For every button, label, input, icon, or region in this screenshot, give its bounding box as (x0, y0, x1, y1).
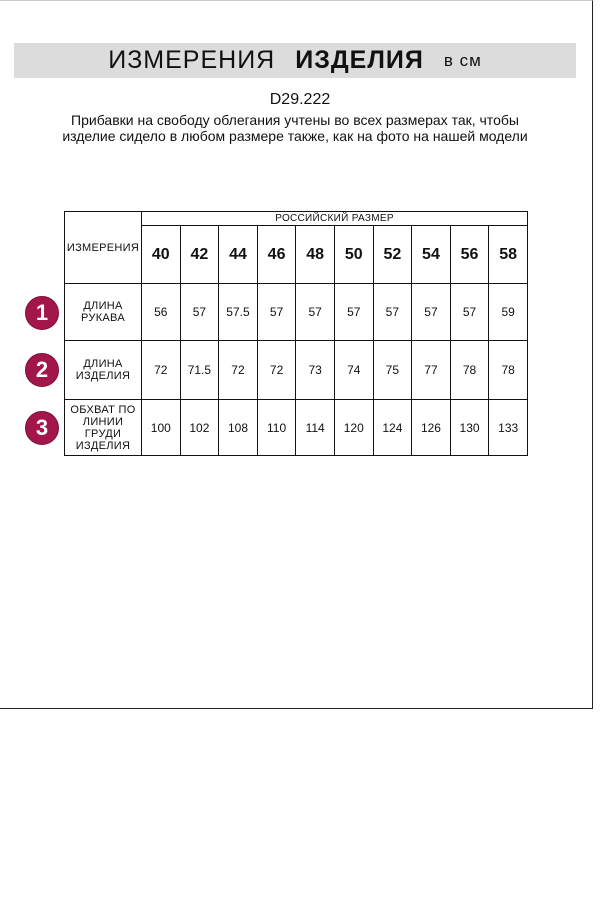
badge-2 (25, 353, 59, 387)
size-cell: 40 (142, 226, 181, 284)
value-cell: 57 (180, 284, 219, 341)
fit-note: Прибавки на свободу облегания учтены во всех размерах так, чтобы изделие сидело в любом размере также, как на фото на нашей модели (62, 112, 528, 144)
badge-3-number: 3 (35, 415, 49, 440)
badge-2-number: 2 (35, 357, 49, 382)
table-row-product-length (65, 341, 528, 400)
value-cell: 133 (489, 400, 528, 456)
title-bar (14, 43, 576, 78)
value-cell: 72 (257, 341, 296, 400)
value-cell: 56 (142, 284, 181, 341)
value-cell: 126 (412, 400, 451, 456)
value-cell: 57 (412, 284, 451, 341)
value-cell: 108 (219, 400, 258, 456)
size-table (64, 211, 528, 456)
value-cell: 110 (257, 400, 296, 456)
value-cell: 78 (450, 341, 489, 400)
article-code: D29.222 (269, 91, 331, 108)
value-cell: 57 (296, 284, 335, 341)
row-label: ДЛИНА РУКАВА (65, 284, 142, 341)
value-cell: 57.5 (219, 284, 258, 341)
table-row-sleeve-length (65, 284, 528, 341)
value-cell: 71.5 (180, 341, 219, 400)
table-row-chest-girth (65, 400, 528, 456)
value-cell: 57 (373, 284, 412, 341)
value-cell: 75 (373, 341, 412, 400)
size-cell: 52 (373, 226, 412, 284)
value-cell: 114 (296, 400, 335, 456)
size-cell: 42 (180, 226, 219, 284)
badge-1 (25, 296, 59, 330)
value-cell: 77 (412, 341, 451, 400)
title-word-product: ИЗДЕЛИЯ (295, 46, 424, 74)
value-cell: 57 (450, 284, 489, 341)
badge-1-number: 1 (35, 300, 49, 325)
size-cell: 58 (489, 226, 528, 284)
value-cell: 72 (142, 341, 181, 400)
value-cell: 72 (219, 341, 258, 400)
title-unit: в см (443, 50, 482, 70)
value-cell: 120 (334, 400, 373, 456)
size-cell: 56 (450, 226, 489, 284)
value-cell: 57 (257, 284, 296, 341)
badge-3 (25, 411, 59, 445)
size-cell: 44 (219, 226, 258, 284)
value-cell: 73 (296, 341, 335, 400)
value-cell: 100 (142, 400, 181, 456)
value-cell: 124 (373, 400, 412, 456)
measurements-header: ИЗМЕРЕНИЯ (65, 212, 142, 284)
size-cell: 46 (257, 226, 296, 284)
value-cell: 102 (180, 400, 219, 456)
row-label: ОБХВАТ ПО ЛИНИИ ГРУДИ ИЗДЕЛИЯ (65, 400, 142, 456)
size-cell: 48 (296, 226, 335, 284)
row-label: ДЛИНА ИЗДЕЛИЯ (65, 341, 142, 400)
table-header-row (65, 212, 528, 226)
value-cell: 59 (489, 284, 528, 341)
value-cell: 130 (450, 400, 489, 456)
value-cell: 74 (334, 341, 373, 400)
title-word-measurements: ИЗМЕРЕНИЯ (108, 46, 276, 74)
value-cell: 78 (489, 341, 528, 400)
value-cell: 57 (334, 284, 373, 341)
size-system-header: РОССИЙСКИЙ РАЗМЕР (142, 212, 528, 226)
size-cell: 50 (334, 226, 373, 284)
size-cell: 54 (412, 226, 451, 284)
